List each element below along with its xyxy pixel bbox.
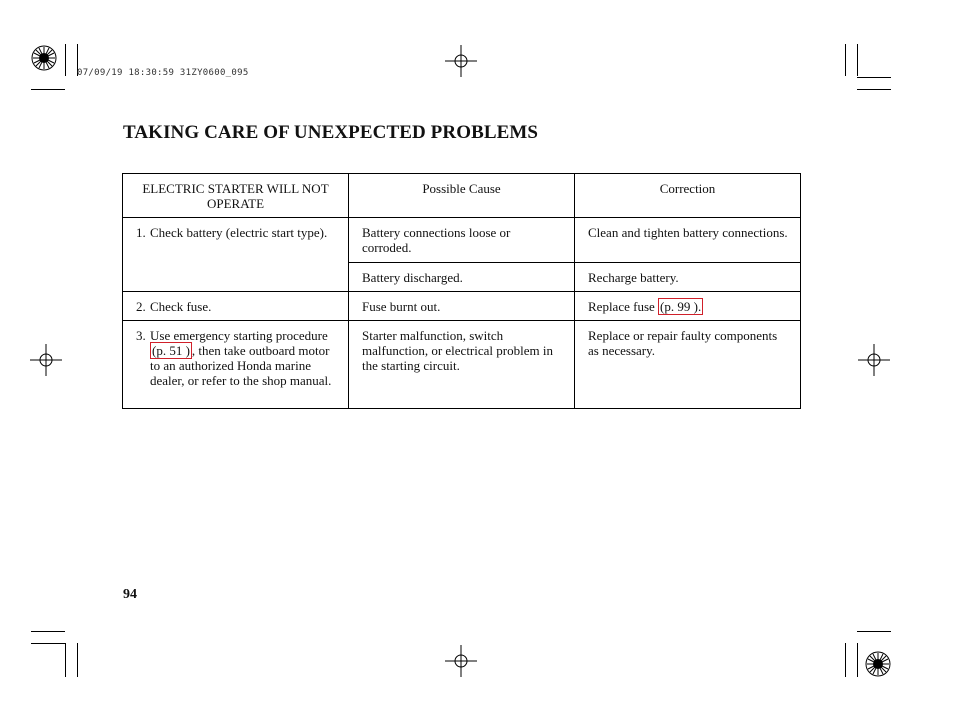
crosshair-icon [30, 344, 62, 376]
crop-mark [857, 631, 891, 632]
cause-text: Fuse burnt out. [362, 299, 441, 314]
cause-text: Battery discharged. [362, 270, 463, 285]
print-timestamp: 07/09/19 18:30:59 31ZY0600_095 [77, 68, 249, 78]
column-header-cause: Possible Cause [422, 181, 501, 196]
step-text: Check battery (electric start type). [150, 225, 328, 240]
crop-mark [31, 643, 65, 644]
starburst-icon [864, 650, 892, 678]
page-reference-link[interactable]: (p. 99 ). [660, 299, 702, 314]
step-number: 2. [136, 299, 146, 314]
correction-text: Recharge battery. [588, 270, 679, 285]
step-text-prefix: Use emergency starting procedure [150, 328, 328, 343]
step-text: Check fuse. [150, 299, 212, 314]
crop-mark [845, 44, 846, 76]
crop-mark [845, 643, 846, 677]
column-header-symptom: ELECTRIC STARTER WILL NOT OPERATE [142, 181, 329, 211]
crop-mark [77, 643, 78, 677]
crop-mark [857, 77, 891, 78]
crosshair-icon [445, 45, 477, 77]
correction-text: Clean and tighten battery connections. [588, 225, 788, 240]
correction-text [575, 292, 800, 320]
step-number: 3. [136, 328, 146, 343]
table-row [123, 321, 801, 409]
page-reference-link[interactable]: (p. 51 ) [152, 343, 190, 358]
page-number: 94 [123, 587, 137, 602]
step-text [150, 328, 336, 388]
cause-text: Starter malfunction, switch malfunction, or electrical problem in the starting circuit. [362, 328, 553, 373]
crop-mark [857, 89, 891, 90]
check-step [123, 321, 348, 394]
crop-mark [31, 631, 65, 632]
correction-prefix: Replace fuse [588, 299, 659, 314]
cause-text: Battery connections loose or corroded. [362, 225, 511, 255]
crosshair-icon [858, 344, 890, 376]
page-title: TAKING CARE OF UNEXPECTED PROBLEMS [123, 122, 539, 143]
starburst-icon [30, 44, 58, 72]
table-row [123, 218, 801, 263]
step-text-suffix: , then take outboard motor to an authorized Honda marine dealer, or refer to the shop manual. [150, 343, 332, 388]
column-header-correction: Correction [659, 181, 716, 196]
crosshair-icon [445, 645, 477, 677]
check-step [123, 218, 348, 246]
crop-mark [857, 44, 858, 76]
table-header-row [123, 174, 801, 218]
check-step [123, 292, 348, 320]
crop-mark [31, 89, 65, 90]
step-number: 1. [136, 225, 146, 240]
correction-text: Replace or repair faulty components as necessary. [588, 328, 778, 358]
crop-mark [65, 643, 66, 677]
crop-mark [857, 643, 858, 677]
table-row [123, 292, 801, 321]
troubleshooting-table [122, 173, 801, 409]
crop-mark [65, 44, 66, 76]
